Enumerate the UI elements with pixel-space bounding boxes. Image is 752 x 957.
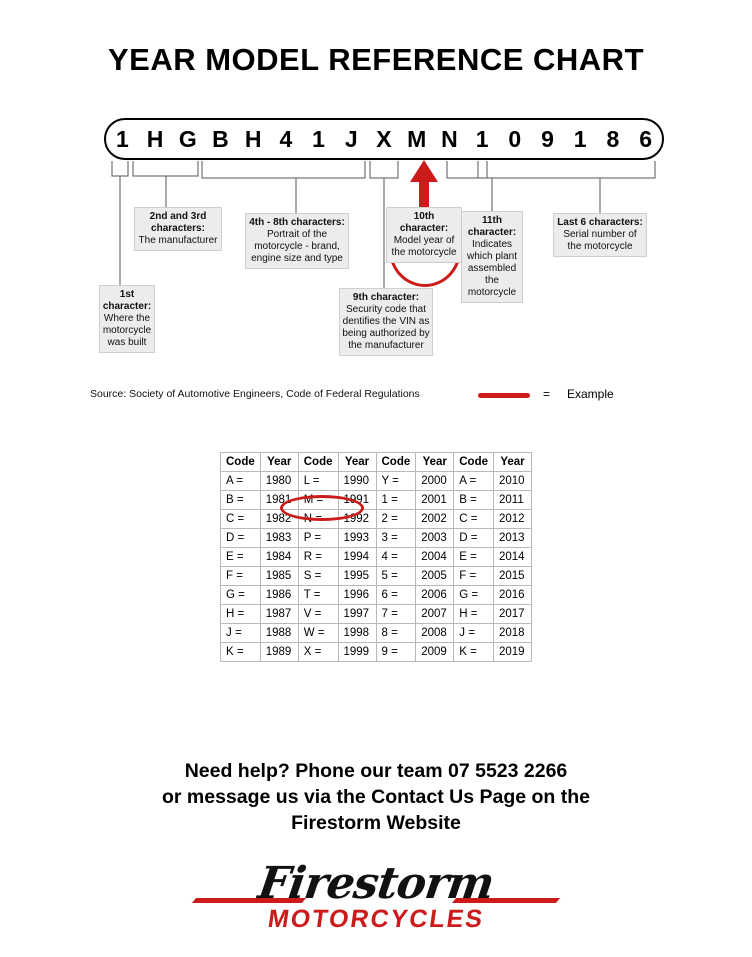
table-row — [221, 643, 532, 662]
vin-char: 6 — [639, 126, 652, 152]
column-header: Year — [338, 453, 376, 472]
cell-code: B = — [221, 491, 261, 510]
callout-heading: 10th character: — [399, 211, 449, 234]
firestorm-motorcycles-logo — [186, 858, 566, 938]
vin-number-bar — [104, 118, 664, 160]
vin-char: 1 — [475, 126, 489, 152]
cell-year: 1982 — [260, 510, 298, 529]
help-text — [0, 758, 752, 836]
cell-year: 1990 — [338, 472, 376, 491]
cell-year: 2015 — [494, 567, 532, 586]
table-row — [221, 491, 532, 510]
vin-char: 0 — [508, 126, 522, 152]
cell-year: 2009 — [416, 643, 454, 662]
cell-code: 4 = — [376, 548, 416, 567]
cell-code: 1 = — [376, 491, 416, 510]
column-header: Code — [376, 453, 416, 472]
vin-char: H — [146, 126, 164, 152]
callout-body: Security code that dentifies the VIN as being authorized by the manufacturer — [342, 304, 430, 351]
cell-year: 2000 — [416, 472, 454, 491]
cell-code: G = — [221, 586, 261, 605]
vin-char: 1 — [115, 126, 129, 152]
callout-body: The manufacturer — [138, 235, 218, 246]
cell-code: 5 = — [376, 567, 416, 586]
cell-code: F = — [454, 567, 494, 586]
legend-red-dash-icon — [478, 393, 530, 398]
vin-char: G — [178, 126, 197, 152]
cell-code: H = — [221, 605, 261, 624]
cell-code: B = — [454, 491, 494, 510]
table-header-row — [221, 453, 532, 472]
callout-body: Indicates which plant assembled the motorcycle — [466, 239, 518, 298]
cell-year: 1997 — [338, 605, 376, 624]
cell-year: 2008 — [416, 624, 454, 643]
year-code-table — [220, 452, 532, 662]
cell-year: 1989 — [260, 643, 298, 662]
cell-code: C = — [454, 510, 494, 529]
cell-year: 2014 — [494, 548, 532, 567]
callout-heading: 1st character: — [102, 289, 152, 312]
cell-code: 2 = — [376, 510, 416, 529]
vin-char: 4 — [279, 126, 293, 152]
cell-code: J = — [221, 624, 261, 643]
cell-year: 1996 — [338, 586, 376, 605]
cell-code: 7 = — [376, 605, 416, 624]
cell-year: 1980 — [260, 472, 298, 491]
table-row — [221, 472, 532, 491]
cell-year: 2013 — [494, 529, 532, 548]
help-line-3: Firestorm Website — [291, 812, 461, 834]
cell-year: 1987 — [260, 605, 298, 624]
cell-year: 2011 — [494, 491, 532, 510]
source-note: Source: Society of Automotive Engineers, Code of Federal Regulations — [90, 388, 420, 400]
cell-year: 2007 — [416, 605, 454, 624]
vin-char: H — [244, 126, 262, 152]
cell-year: 1995 — [338, 567, 376, 586]
cell-year: 2001 — [416, 491, 454, 510]
vin-char: 9 — [541, 126, 554, 152]
cell-year: 2016 — [494, 586, 532, 605]
table-row — [221, 529, 532, 548]
cell-code: Y = — [376, 472, 416, 491]
cell-code: D = — [454, 529, 494, 548]
cell-year: 1985 — [260, 567, 298, 586]
callout-heading: 4th - 8th characters: — [249, 217, 345, 228]
logo-subtitle: MOTORCYCLES — [266, 905, 487, 933]
cell-year: 2003 — [416, 529, 454, 548]
cell-code: A = — [454, 472, 494, 491]
callout-2nd-3rd-characters — [134, 207, 222, 251]
table-row — [221, 567, 532, 586]
cell-code: 8 = — [376, 624, 416, 643]
callout-heading: 11th character: — [467, 215, 517, 238]
table-row — [221, 586, 532, 605]
logo-brand-name: Firestorm — [255, 858, 497, 909]
column-header: Code — [298, 453, 338, 472]
vin-char: X — [376, 126, 392, 152]
vin-char: B — [212, 126, 229, 152]
cell-code: A = — [221, 472, 261, 491]
cell-year: 2005 — [416, 567, 454, 586]
cell-code: W = — [298, 624, 338, 643]
cell-year: 1992 — [338, 510, 376, 529]
cell-code: M = — [298, 491, 338, 510]
cell-code: J = — [454, 624, 494, 643]
legend-example-label: Example — [567, 387, 614, 401]
callout-9th-character — [339, 288, 433, 356]
cell-year: 1983 — [260, 529, 298, 548]
callout-body: Serial number of the motorcycle — [563, 229, 637, 252]
vin-char: 1 — [573, 126, 587, 152]
callout-heading: 9th character: — [352, 292, 420, 303]
cell-code: K = — [221, 643, 261, 662]
column-header: Year — [494, 453, 532, 472]
cell-year: 2017 — [494, 605, 532, 624]
cell-code: P = — [298, 529, 338, 548]
cell-code: X = — [298, 643, 338, 662]
column-header: Code — [221, 453, 261, 472]
cell-year: 2019 — [494, 643, 532, 662]
cell-code: T = — [298, 586, 338, 605]
vin-char: 8 — [606, 126, 620, 152]
cell-year: 2006 — [416, 586, 454, 605]
legend-equals-sign: = — [543, 387, 551, 401]
callout-body: Where the motorcycle was built — [102, 313, 152, 348]
cell-year: 2010 — [494, 472, 532, 491]
cell-year: 1999 — [338, 643, 376, 662]
cell-code: L = — [298, 472, 338, 491]
vin-char: J — [344, 126, 358, 152]
callout-heading: 2nd and 3rd characters: — [149, 211, 207, 234]
cell-year: 1994 — [338, 548, 376, 567]
cell-code: N = — [298, 510, 338, 529]
help-line-1: Need help? Phone our team 07 5523 2266 — [184, 760, 568, 782]
callout-10th-character — [386, 207, 462, 263]
cell-year: 1984 — [260, 548, 298, 567]
callout-heading: Last 6 characters: — [557, 217, 643, 228]
page-title: YEAR MODEL REFERENCE CHART — [107, 42, 645, 77]
cell-year: 2018 — [494, 624, 532, 643]
cell-code: R = — [298, 548, 338, 567]
cell-year: 1986 — [260, 586, 298, 605]
callout-11th-character — [461, 211, 523, 303]
callout-body: Portrait of the motorcycle - brand, engine size and type — [251, 229, 343, 264]
cell-year: 1988 — [260, 624, 298, 643]
callout-last-6-characters — [553, 213, 647, 257]
red-arrow-10th-char — [410, 160, 438, 208]
cell-year: 1998 — [338, 624, 376, 643]
cell-code: E = — [454, 548, 494, 567]
cell-code: 3 = — [376, 529, 416, 548]
cell-code: 9 = — [376, 643, 416, 662]
cell-year: 1991 — [338, 491, 376, 510]
help-line-2: or message us via the Contact Us Page on the — [161, 786, 591, 808]
cell-year: 2004 — [416, 548, 454, 567]
cell-code: H = — [454, 605, 494, 624]
column-header: Year — [260, 453, 298, 472]
callout-4th-8th-characters — [245, 213, 349, 269]
table-row — [221, 510, 532, 529]
vin-char-highlighted: M — [407, 126, 427, 152]
cell-year: 1981 — [260, 491, 298, 510]
vin-char: N — [441, 126, 458, 152]
callout-body: Model year of the motorcycle — [391, 235, 457, 258]
table-row — [221, 548, 532, 567]
cell-code: V = — [298, 605, 338, 624]
cell-year: 1993 — [338, 529, 376, 548]
cell-code: K = — [454, 643, 494, 662]
cell-code: C = — [221, 510, 261, 529]
table-row — [221, 624, 532, 643]
column-header: Year — [416, 453, 454, 472]
cell-code: E = — [221, 548, 261, 567]
cell-code: D = — [221, 529, 261, 548]
table-row — [221, 605, 532, 624]
cell-year: 2012 — [494, 510, 532, 529]
cell-code: S = — [298, 567, 338, 586]
vin-char: 1 — [312, 126, 325, 152]
cell-code: G = — [454, 586, 494, 605]
callout-1st-character — [99, 285, 155, 353]
cell-code: F = — [221, 567, 261, 586]
cell-year: 2002 — [416, 510, 454, 529]
column-header: Code — [454, 453, 494, 472]
cell-code: 6 = — [376, 586, 416, 605]
